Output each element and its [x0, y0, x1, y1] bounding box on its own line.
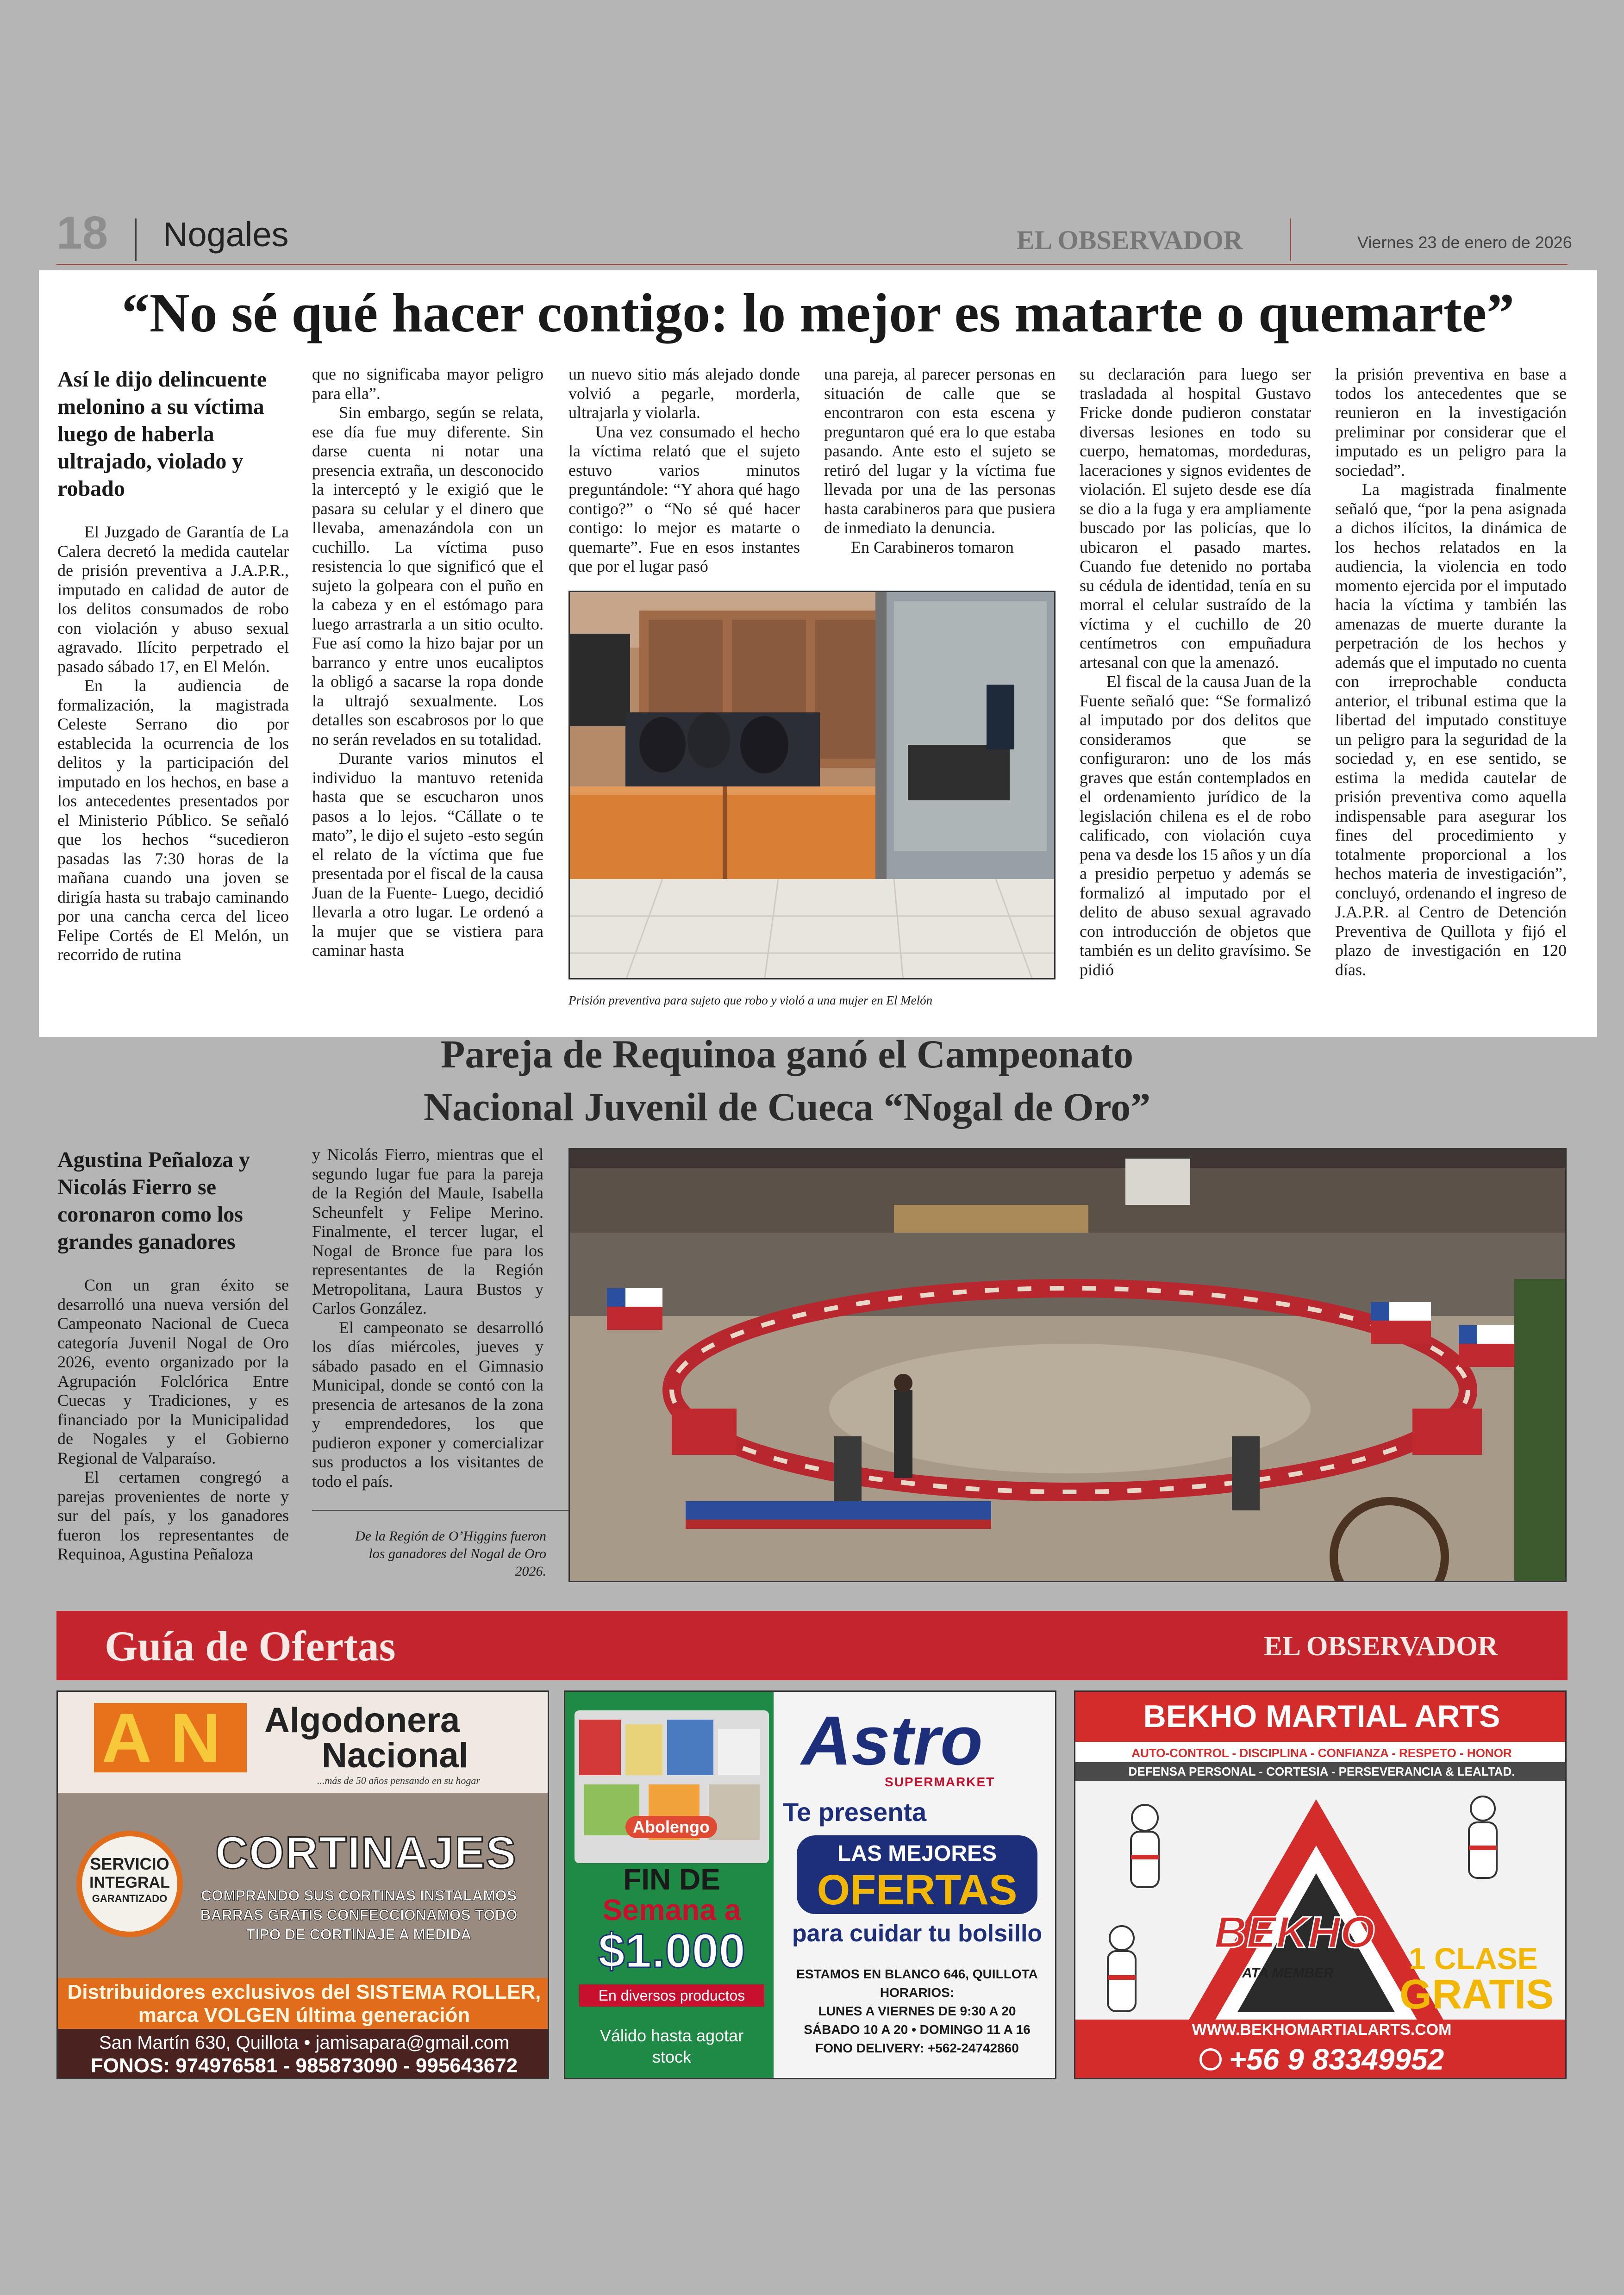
algodonera-line-1: COMPRANDO SUS CORTINAS INSTALAMOS [200, 1887, 517, 1904]
guia-title: Guía de Ofertas [105, 1622, 396, 1670]
products-illustration [575, 1710, 769, 1863]
caption-divider [312, 1510, 568, 1511]
bekho-phone[interactable]: +56 9 83349952 [1229, 2043, 1444, 2076]
bekho-member: ATA MEMBER [1242, 1965, 1334, 1981]
promo-note: En diversos productos [579, 1984, 764, 2007]
ad-algodonera-nacional[interactable] [56, 1690, 549, 2079]
article-2-headline-line-2: Nacional Juvenil de Cueca “Nogal de Oro” [423, 1085, 1151, 1129]
astro-products-image [575, 1710, 769, 1863]
paragraph: Con un gran éxito se desarrolló una nueva versión del Campeonato Nacional de Cueca categoría Juvenil Nogal de Oro 2026, evento organizado por la Agrupación Folclórica Entre Cuecas y Tradiciones, y es financiado por la Municipalidad de Nogales y el Gobierno Regional de Valparaíso. [57, 1276, 289, 1467]
ad-astro-supermarket[interactable] [564, 1690, 1056, 2079]
algodonera-contact-bar [58, 2029, 549, 2079]
badge-line-1: SERVICIO [90, 1854, 169, 1873]
promo-line-1: FIN DE [623, 1863, 720, 1896]
paragraph: El Juzgado de Garantía de La Calera decretó la medida cautelar de prisión preventiva a J.A.P.R., imputado en calidad de autor de los delitos consumados de robo con violación y abuso sexual agravado. Ilícito perpetrado el pasado sábado 17, en El Melón. [57, 523, 289, 676]
bekho-title: BEKHO MARTIAL ARTS [1143, 1699, 1500, 1734]
article-1-column-1 [57, 366, 289, 965]
badge-line-2: INTEGRAL [89, 1874, 170, 1891]
header-divider-2 [1290, 218, 1291, 261]
astro-brand: Astro [801, 1702, 983, 1779]
cueca-illustration [570, 1149, 1567, 1582]
astro-presenta: Te presenta [783, 1797, 927, 1827]
astro-address: ESTAMOS EN BLANCO 646, QUILLOTA [796, 1967, 1038, 1981]
algodonera-phones: FONOS: 974976581 - 985873090 - 995643672 [90, 2054, 518, 2077]
paragraph: un nuevo sitio más alejado donde volvió a pegarle, morderla, ultrajarla y violarla. [568, 365, 800, 422]
badge-line-3: GARANTIZADO [92, 1893, 168, 1904]
cueca-championship-photo [568, 1148, 1567, 1582]
banner-line-1: LAS MEJORES [837, 1841, 997, 1866]
courtroom-illustration [570, 592, 1056, 979]
hours-weekday: LUNES A VIERNES DE 9:30 A 20 [818, 2004, 1016, 2018]
hours-weekend: SÁBADO 10 A 20 • DOMINGO 11 A 16 [804, 2022, 1031, 2037]
algodonera-logo-letters: AN [101, 1699, 239, 1777]
paragraph: En Carabineros tomaron [851, 537, 1014, 556]
paragraph: Sin embargo, según se relata, ese día fue muy diferente. Sin darse cuenta ni notar una presencia extraña, un desconocido la interceptó y le exigió que le pasara su celular y el dinero que llevaba, amenazándola con un cuchillo. La víctima puso resistencia lo que significó que el sujeto la golpeara con el puño en la cabeza y en el estómago para luego arrastrarla a un sitio oculto. Fue así como la hizo bajar por un barranco y entre unos eucaliptos la obligó a sacarse la ropa donde la ultrajó sexualmente. Los detalles son escabrosos por lo que no serán revelados en su totalidad. [312, 403, 543, 748]
article-1-subhead: Así le dijo delincuente melonino a su víctima luego de haberla ultrajado, violado y robado [57, 367, 267, 501]
paragraph: Durante varios minutos el individuo la mantuvo retenida hasta que se escucharon unos pasos a lo lejos. “Cállate o te mato”, le dijo el sujeto -esto según el relato de la víctima que fue presentada por el fiscal de la causa Juan de la Fuente- Luego, decidió llevarla a otro lugar. Le ordenó a la mujer que se vistiera para caminar hasta [312, 749, 543, 960]
article-1-column-4 [824, 365, 1056, 557]
banner-line-2: OFERTAS [817, 1866, 1018, 1914]
algodonera-address: San Martín 630, Quillota • jamisapara@gmail.com [99, 2033, 510, 2053]
algodonera-logo [94, 1699, 247, 1777]
dance-photo-caption: De la Región de O’Higgins fueron los ganadores del Nogal de Oro 2026. [355, 1528, 546, 1579]
article-1-headline: “No sé qué hacer contigo: lo mejor es matarte o quemarte” [121, 282, 1515, 343]
hours-title: HORARIOS: [880, 1985, 955, 2000]
astro-brand-sub: SUPERMARKET [885, 1775, 995, 1789]
paragraph: En la audiencia de formalización, la magistrada Celeste Serrano dio por establecida la ocurrencia de los delitos y la participación del imputado en los hechos, en base a los antecedentes presentados por el Ministerio Público. Se señaló que los hechos “sucedieron pasadas las 7:30 horas de la mañana cuando una joven se dirigía hasta su trabajo caminando por una cancha cerca del liceo Felipe Cortés de El Melón, un recorrido de rutina [57, 676, 289, 964]
astro-slogan: para cuidar tu bolsillo [792, 1920, 1043, 1947]
article-1-column-2 [312, 365, 543, 960]
bekho-logo-text: BEKHO [1214, 1908, 1375, 1957]
page-number: 18 [56, 207, 108, 259]
bekho-values-2: DEFENSA PERSONAL - CORTESIA - PERSEVERANCIA & LEALTAD. [1075, 1762, 1567, 1781]
distributor-line-2: marca VOLGEN última generación [138, 2004, 470, 2027]
paragraph: El certamen congregó a parejas provenientes de norte y sur del país, y los ganadores fueron los representantes de Requinoa, Agustina Peñaloza [57, 1468, 289, 1563]
astro-info [783, 1965, 1051, 2058]
ad-bekho-martial-arts[interactable] [1074, 1690, 1567, 2079]
article-2-headline-line-1: Pareja de Requinoa ganó el Campeonato [440, 1032, 1134, 1076]
bekho-promo-1: 1 CLASE [1409, 1941, 1538, 1976]
issue-date: Viernes 23 de enero de 2026 [1357, 233, 1572, 252]
ofertas-banner [797, 1835, 1037, 1914]
paragraph: Una vez consumado el hecho la víctima relató que el sujeto estuvo varios minutos preguntándole: “Y ahora qué hago contigo?” o “No sé qué hacer contigo: lo mejor es matarte o quemarte”. Fue en esos instantes que por el lugar pasó [568, 422, 800, 575]
validity: Válido hasta agotar stock [600, 2026, 744, 2066]
article-1-column-5 [1080, 365, 1311, 979]
distributor-line-1: Distribuidores exclusivos del SISTEMA ROLLER, [67, 1981, 541, 2003]
bekho-website: WWW.BEKHOMARTIALARTS.COM [1075, 2020, 1567, 2040]
guia-brand: EL OBSERVADOR [1264, 1631, 1498, 1661]
paragraph: una pareja, al parecer personas en situación de calle que se encontraron con esta escena y preguntaron qué era lo que estaba pasando. Ante esto el sujeto se retiró del lugar y la víctima fue llevada por una de las personas hasta carabineros para que pusiera de inmediato la denuncia. [824, 365, 1056, 537]
article-1-column-3 [568, 365, 800, 576]
abolengo-label: Abolengo [625, 1816, 717, 1838]
paragraph: El campeonato se desarrolló los días miércoles, jueves y sábado pasado en el Gimnasio Municipal, donde se contó con la presencia de artesanos de la zona y emprendedores, los que pudieron exponer y comercializar sus productos a los visitantes de todo el país. [312, 1318, 543, 1491]
delivery-phone: FONO DELIVERY: +562-24742860 [815, 2041, 1019, 2055]
promo-price: $1.000 [598, 1924, 746, 1978]
masthead: EL OBSERVADOR [1017, 225, 1243, 255]
paragraph: El fiscal de la causa Juan de la Fuente señaló que: “Se formalizó al imputado por dos delitos que consideramos que se configuraron: uno de los más graves que están contemplados en el ordenamiento jurídico de la legislación chilena es el de robo calificado, con violación cuya pena va desde los 15 años y un día a presidio perpetuo y además se formalizó al imputado por el delito de abuso sexual agravado con introducción de objetos que también es un delito gravísimo. Se pidió [1080, 672, 1311, 979]
header-divider [135, 218, 137, 261]
article-2-subhead: Agustina Peñaloza y Nicolás Fierro se coronaron como los grandes ganadores [57, 1148, 250, 1254]
whatsapp-icon [1199, 2048, 1222, 2070]
courtroom-photo [568, 591, 1056, 979]
algodonera-distributor-bar [58, 1978, 549, 2029]
bekho-promo-2: GRATIS [1399, 1971, 1554, 2018]
algodonera-line-2: BARRAS GRATIS CONFECCIONAMOS TODO [200, 1907, 518, 1923]
paragraph: que no significaba mayor peligro para ella”. [312, 365, 543, 403]
article-1-column-6 [1335, 365, 1567, 979]
paragraph: y Nicolás Fierro, mientras que el segundo lugar fue para la pareja de la Región del Maule, Isabella Scheunfelt y Felipe Merino. Finalmente, el tercer lugar, el Nogal de Bronce fue para los representantes de la Región Metropolitana, Laura Bustos y Carlos González. [312, 1145, 543, 1317]
algodonera-name-1: Algodonera [264, 1701, 460, 1740]
servicio-badge [76, 1831, 183, 1937]
paragraph: su declaración para luego ser trasladada al hospital Gustavo Fricke donde pudieron constatar diversas lesiones en todo su cuerpo, hematomas, mordeduras, laceraciones y signos evidentes de violación. El sujeto desde ese día se dio a la fuga y era ampliamente buscado por las policías, que lo ubicaron el pasado martes. Cuando fue detenido no portaba su cédula de identidad, tenía en su morral el celular sustraído de la víctima y el cuchillo de 20 centímetros con empuñadura artesanal con que la amenazó. [1080, 365, 1311, 672]
section-name: Nogales [163, 215, 289, 254]
header-rule [56, 264, 1568, 265]
algodonera-headline: CORTINAJES [215, 1827, 517, 1878]
paragraph: la prisión preventiva en base a todos los antecedentes que se reunieron en la investigación preliminar por considerar que el imputado es un peligro para la sociedad”. [1335, 365, 1567, 480]
article-2-column-2 [312, 1145, 543, 1491]
article-2-column-1 [57, 1146, 289, 1564]
bekho-phone-row [1075, 2040, 1567, 2079]
courtroom-photo-caption: Prisión preventiva para sujeto que robo y violó a una mujer en El Melón [568, 993, 933, 1007]
algodonera-line-3: TIPO DE CORTINAJE A MEDIDA [246, 1926, 472, 1943]
bekho-values-1: AUTO-CONTROL - DISCIPLINA - CONFIANZA - RESPETO - HONOR [1075, 1744, 1567, 1762]
paragraph: La magistrada finalmente señaló que, “por la pena asignada a dichos ilícitos, la dinámica de los hechos relatados en la audiencia, la violencia en todo momento ejercida por el imputado hacia la víctima y también las amenazas de muerte durante la perpetración de los hechos y además que el imputado no cuenta con irreprochable conducta anterior, el tribunal estima que la libertad del imputado constituye un peligro para la seguridad de la sociedad y, en ese sentido, se estima la medida cautelar de prisión preventiva como aquella indispensable para asegurar los fines del procedimiento y totalmente proporcional a los hechos materia de investigación”, concluyó, ordenando el ingreso de J.A.P.R. al Centro de Detención Preventiva de Quillota y fijó el plazo de investigación en 120 días. [1335, 480, 1567, 979]
algodonera-tagline: ...más de 50 años pensando en su hogar [317, 1775, 480, 1786]
promo-line-2: Semana a [602, 1893, 741, 1927]
algodonera-name-2: Nacional [322, 1736, 468, 1775]
